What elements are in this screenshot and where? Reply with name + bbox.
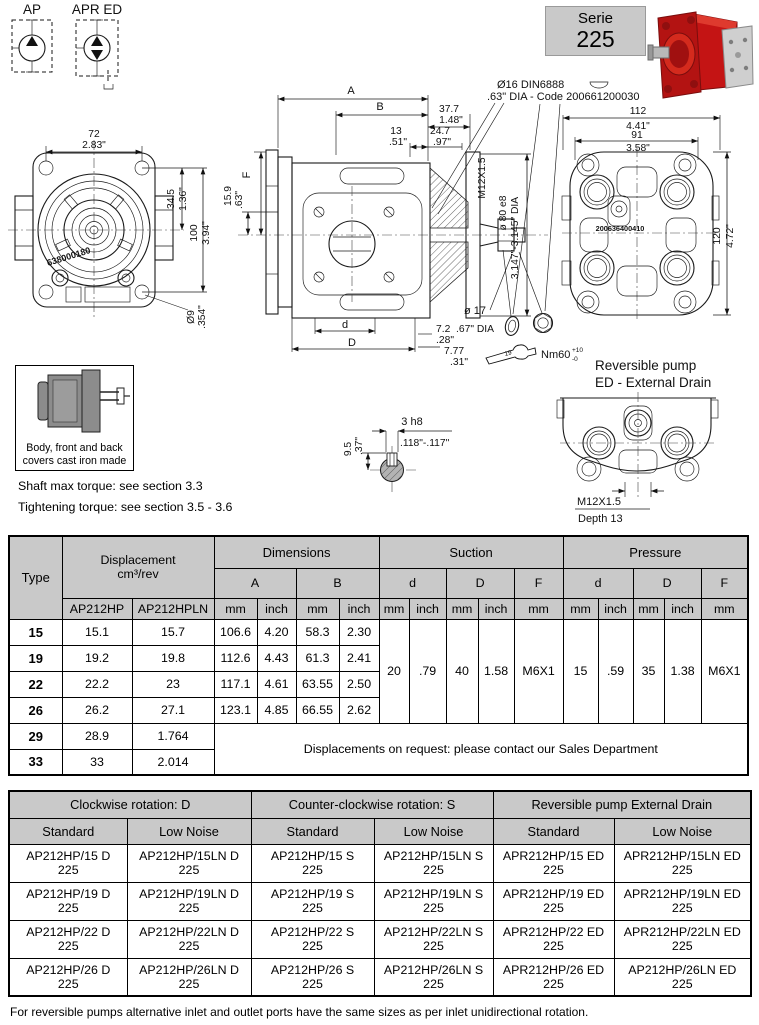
- shaft-key-detail: [343, 416, 452, 494]
- dim-h1-inch: 1.36": [178, 187, 189, 211]
- model-cell: APR212HP/26 ED 225: [493, 958, 614, 996]
- cell: 58.3: [296, 619, 339, 645]
- model-cell: AP212HP/19 S 225: [251, 882, 374, 920]
- cell-type: 15: [9, 619, 62, 645]
- cell-pressure-D-mm: 35: [633, 619, 664, 723]
- dim-hole-mm: Ø9: [186, 310, 197, 324]
- model-cell: AP212HP/26 S 225: [251, 958, 374, 996]
- model-cell: APR212HP/19LN ED 225: [614, 882, 751, 920]
- dim-w2-mm: 91: [631, 130, 643, 141]
- bearing-section-lower: [430, 242, 468, 302]
- model-cell: AP212HP/19 D 225: [9, 882, 127, 920]
- cell: 15.1: [62, 619, 132, 645]
- table-row: [9, 958, 751, 996]
- header-mm: mm: [633, 598, 664, 619]
- tightening-torque-note: Tightening torque: see section 3.5 - 3.6: [18, 500, 233, 514]
- shaft: [651, 47, 669, 58]
- mounting-holes: [577, 154, 696, 313]
- dim-f-label: F: [241, 171, 253, 179]
- table-row: [9, 791, 751, 818]
- table-row: [9, 818, 751, 844]
- callout-key-code: .63" DIA - Code 200661200030: [487, 91, 640, 103]
- cell: 4.61: [257, 671, 296, 697]
- header-a: A: [214, 568, 296, 598]
- cell: 2.014: [132, 749, 214, 775]
- cell: 19.2: [62, 645, 132, 671]
- cell-suction-f: M6X1: [514, 619, 563, 723]
- request-note-cell: Displacements on request: please contact our Sales Department: [214, 723, 748, 775]
- cell: 112.6: [214, 645, 257, 671]
- cell-pressure-d-mm: 15: [563, 619, 598, 723]
- header-f: F: [514, 568, 563, 598]
- cell: 19.8: [132, 645, 214, 671]
- header-mm: mm: [379, 598, 409, 619]
- spigot-dia-inch: 3.147"-3.145" DIA: [510, 196, 521, 280]
- ap-symbol-diagram: [12, 2, 52, 72]
- cell: 123.1: [214, 697, 257, 723]
- cover-screws: [314, 207, 394, 282]
- header-f: F: [701, 568, 748, 598]
- torque-tol-up: +10: [572, 347, 584, 354]
- header-ap212hpln: AP212HPLN: [132, 598, 214, 619]
- header-standard: Standard: [9, 818, 127, 844]
- rev-depth-label: Depth 13: [578, 513, 623, 525]
- model-cell: APR212HP/15LN ED 225: [614, 844, 751, 882]
- wrench-size-label: 19: [503, 349, 513, 358]
- serie-number: 225: [576, 26, 615, 52]
- cell: 27.1: [132, 697, 214, 723]
- cell: 2.30: [339, 619, 379, 645]
- thread-label: M12X1.5: [477, 157, 488, 199]
- cell: 117.1: [214, 671, 257, 697]
- cell-type: 22: [9, 671, 62, 697]
- header-type: Type: [9, 536, 62, 619]
- dim-d-small-label: d: [341, 319, 349, 331]
- footer-note: For reversible pumps alternative inlet and outlet ports have the same sizes as per inlet unidirectional rotation.: [10, 1005, 589, 1019]
- body-marking: 638000180: [45, 245, 92, 268]
- rev-title-line1: Reversible pump: [595, 358, 697, 373]
- shaft-torque-note: Shaft max torque: see section 3.3: [18, 479, 203, 493]
- cell-suction-d-inch: .79: [409, 619, 446, 723]
- header-standard: Standard: [251, 818, 374, 844]
- header-mm: mm: [214, 598, 257, 619]
- header-low-noise: Low Noise: [374, 818, 493, 844]
- serie-label: Serie: [577, 10, 614, 27]
- key-width-inch: .118"-.117": [400, 438, 450, 449]
- header-displacement: [62, 536, 214, 598]
- ordering-table: [8, 790, 752, 997]
- header-inch: inch: [478, 598, 514, 619]
- table-row: [9, 920, 751, 958]
- cell: 2.41: [339, 645, 379, 671]
- key-width-mm: 3 h8: [401, 416, 423, 428]
- cell: 26.2: [62, 697, 132, 723]
- model-cell: AP212HP/19LN S 225: [374, 882, 493, 920]
- table-row: [9, 882, 751, 920]
- header-suction: Suction: [379, 536, 563, 568]
- inset-caption-line2: covers cast iron made: [22, 455, 127, 468]
- cell-suction-D-mm: 40: [446, 619, 478, 723]
- dim-h1-mm: 34.5: [166, 188, 177, 210]
- cell: 4.20: [257, 619, 296, 645]
- model-cell: AP212HP/26LN D 225: [127, 958, 251, 996]
- cell-pressure-f: M6X1: [701, 619, 748, 723]
- dim-width-mm: 72: [88, 129, 100, 140]
- flow-triangle-up: [91, 36, 103, 46]
- dim-a-label: A: [347, 85, 355, 97]
- dim-h-inch: .63": [234, 191, 245, 209]
- header-d-small: d: [379, 568, 446, 598]
- serie-badge: [545, 6, 646, 56]
- dim-k1-inch: .28": [436, 335, 454, 346]
- key-depth-inch: .37": [354, 437, 365, 455]
- key-slot: [387, 453, 397, 466]
- washer-icon: [504, 315, 521, 336]
- cell: 15.7: [132, 619, 214, 645]
- dim-w1-mm: 112: [629, 106, 647, 117]
- model-cell: AP212HP/15LN S 225: [374, 844, 493, 882]
- inset-caption-line1: Body, front and back: [26, 442, 123, 454]
- header-inch: inch: [257, 598, 296, 619]
- nut-dia-mm: ø 17: [464, 305, 487, 317]
- cast-iron-pump-silhouette: [16, 366, 133, 436]
- header-mm: mm: [296, 598, 339, 619]
- dim-h2-mm: 100: [189, 224, 200, 242]
- model-cell: AP212HP/15 S 225: [251, 844, 374, 882]
- dim-h-mm: 15.9: [223, 185, 234, 207]
- flow-triangle-up: [26, 36, 38, 46]
- apr-ed-symbol-label: APR ED: [71, 2, 123, 17]
- dim-len3-inch: .97": [433, 137, 451, 148]
- dim-len1-inch: 1.48": [439, 115, 463, 126]
- header-b: B: [296, 568, 379, 598]
- model-cell: APR212HP/22 ED 225: [493, 920, 614, 958]
- model-cell: AP212HP/22 S 225: [251, 920, 374, 958]
- model-cell: AP212HP/22 D 225: [9, 920, 127, 958]
- model-cell: AP212HP/26 D 225: [9, 958, 127, 996]
- model-cell: AP212HP/15LN D 225: [127, 844, 251, 882]
- cell: 4.43: [257, 645, 296, 671]
- back-marking: 200636400410: [595, 224, 645, 233]
- torque-label: Nm60: [541, 349, 571, 361]
- cell-suction-D-inch: 1.58: [478, 619, 514, 723]
- apr-ed-symbol-diagram: [72, 2, 123, 89]
- key-depth-mm: 9.5: [343, 441, 354, 457]
- header-pressure: Pressure: [563, 536, 748, 568]
- cell: 1.764: [132, 723, 214, 749]
- dim-len2-mm: 13: [390, 126, 402, 137]
- header-d-small: d: [563, 568, 633, 598]
- front-view-drawing: [8, 129, 212, 329]
- cell-type: 19: [9, 645, 62, 671]
- callout-key-spec: Ø16 DIN6888: [497, 79, 565, 91]
- header-ap212hp: AP212HP: [62, 598, 132, 619]
- header-d-big: D: [446, 568, 514, 598]
- table-row: [9, 844, 751, 882]
- header-low-noise: Low Noise: [127, 818, 251, 844]
- cell: 4.85: [257, 697, 296, 723]
- dim-k2-mm: 7.77: [444, 346, 465, 357]
- cell: 2.62: [339, 697, 379, 723]
- cell-pressure-D-inch: 1.38: [664, 619, 701, 723]
- header-counter-clockwise: Counter-clockwise rotation: S: [251, 791, 493, 818]
- dim-b-label: B: [376, 101, 384, 113]
- dim-width-inch: 2.83": [82, 140, 106, 151]
- model-cell: AP212HP/26LN S 225: [374, 958, 493, 996]
- cell-type: 33: [9, 749, 62, 775]
- dim-k1-mm: 7.2: [436, 324, 451, 335]
- back-view-drawing: [562, 106, 736, 320]
- flow-triangle-down: [91, 50, 103, 60]
- dim-h2-inch: 3.94": [201, 221, 212, 245]
- header-standard: Standard: [493, 818, 614, 844]
- reversible-pump-drawing: [557, 358, 718, 525]
- table-row: [9, 598, 748, 619]
- rev-title-line2: ED - External Drain: [595, 375, 712, 390]
- ap-symbol-label: AP: [22, 2, 42, 17]
- model-cell: APR212HP/19 ED 225: [493, 882, 614, 920]
- header-reversible: Reversible pump External Drain: [493, 791, 751, 818]
- product-photo: [648, 12, 753, 98]
- header-mm: mm: [446, 598, 478, 619]
- header-low-noise: Low Noise: [614, 818, 751, 844]
- rev-thread-label: M12X1.5: [577, 496, 622, 508]
- header-mm: mm: [514, 598, 563, 619]
- side-view-drawing: [223, 79, 640, 368]
- header-inch: inch: [409, 598, 446, 619]
- spigot-dia-mm: ø 80 e8: [498, 195, 509, 231]
- cell: 33: [62, 749, 132, 775]
- cell: 106.6: [214, 619, 257, 645]
- header-mm: mm: [563, 598, 598, 619]
- cell: 66.55: [296, 697, 339, 723]
- model-cell: AP212HP/15 D 225: [9, 844, 127, 882]
- dim-hole-inch: .354": [197, 305, 208, 329]
- model-cell: AP212HP/26LN ED 225: [614, 958, 751, 996]
- side-port-left: [15, 196, 33, 260]
- cell: 23: [132, 671, 214, 697]
- cell-pressure-d-inch: .59: [598, 619, 633, 723]
- cell: 22.2: [62, 671, 132, 697]
- model-cell: APR212HP/15 ED 225: [493, 844, 614, 882]
- header-dimensions: Dimensions: [214, 536, 379, 568]
- header-d-big: D: [633, 568, 701, 598]
- model-cell: AP212HP/22LN D 225: [127, 920, 251, 958]
- spec-table: [8, 535, 749, 776]
- torque-tol-down: -0: [572, 356, 578, 363]
- header-inch: inch: [598, 598, 633, 619]
- cell-suction-d-mm: 20: [379, 619, 409, 723]
- table-row: [9, 619, 748, 645]
- cell: 2.50: [339, 671, 379, 697]
- bearing-section-upper: [430, 168, 468, 228]
- dim-len1-mm: 37.7: [438, 104, 460, 115]
- model-cell: AP212HP/19LN D 225: [127, 882, 251, 920]
- material-inset: [15, 365, 134, 471]
- nut-icon: [534, 314, 553, 333]
- cell-type: 29: [9, 723, 62, 749]
- dim-h-mm: 120: [712, 227, 723, 245]
- cell: 28.9: [62, 723, 132, 749]
- model-cell: AP212HP/22LN S 225: [374, 920, 493, 958]
- model-cell: APR212HP/22LN ED 225: [614, 920, 751, 958]
- dim-d-big-label: D: [348, 337, 356, 349]
- header-inch: inch: [664, 598, 701, 619]
- header-inch: inch: [339, 598, 379, 619]
- header-mm: mm: [701, 598, 748, 619]
- displacement-label: Displacement: [100, 553, 176, 568]
- table-row: [9, 536, 748, 568]
- displacement-unit: cm³/rev: [117, 567, 159, 582]
- dim-h-inch: 4.72": [725, 224, 736, 248]
- header-clockwise: Clockwise rotation: D: [9, 791, 251, 818]
- dim-w2-inch: 3.58": [626, 143, 650, 154]
- dim-len2-inch: .51": [389, 137, 407, 148]
- table-row: [9, 723, 748, 749]
- dim-k2-inch: .31": [450, 357, 468, 368]
- cell: 61.3: [296, 645, 339, 671]
- cell-type: 26: [9, 697, 62, 723]
- dim-w1-inch: 4.41": [626, 121, 650, 132]
- cell: 63.55: [296, 671, 339, 697]
- dim-len3-mm: 24.7: [429, 126, 451, 137]
- nut-dia-inch: .67" DIA: [456, 324, 494, 335]
- woodruff-key-icon: [590, 82, 608, 88]
